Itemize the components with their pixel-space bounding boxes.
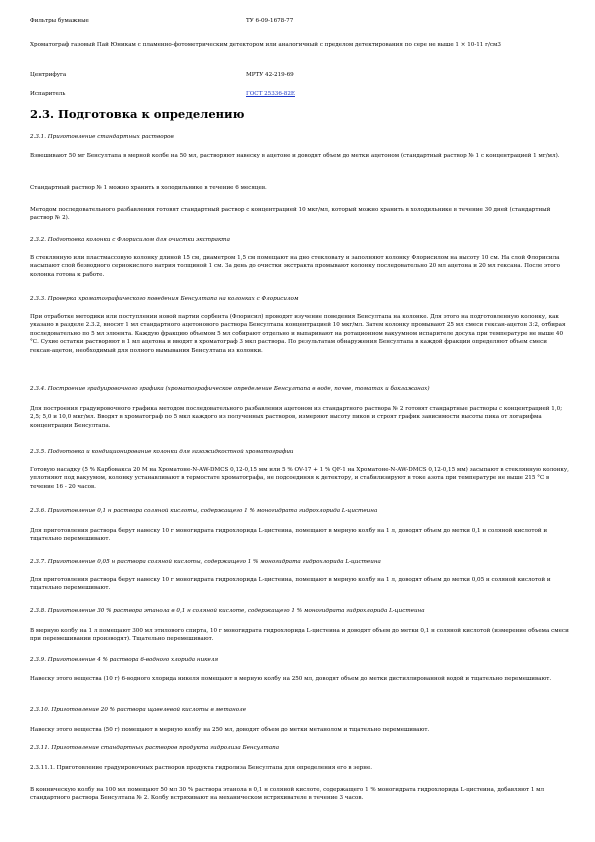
subsection-title: 2.3.10. Приготовление 20 % раствора щавелевой кислоты в метаноле	[30, 707, 247, 713]
paragraph: Навеску этого вещества (50 г) помещают в мерную колбу на 250 мл, доводят объем до метки метанолом и тщательно перемешивают.	[30, 727, 430, 733]
header-row-2-left: Центрифуга	[30, 72, 67, 78]
header-row-2-right: МРТУ 42-219-69	[246, 72, 294, 78]
paragraph: Взвешивают 50 мг Бенсултапа в мерной колбе на 50 мл, растворяют навеску в ацетоне и доводят объем до метки ацетоном (стандартный раствор № 1 с концентрацией 1 мг/мл).	[30, 153, 560, 159]
subsection-title: 2.3.4. Построение градуировочного графика (хроматографическое определение Бенсултапа в воде, почве, томатах и баклажанах)	[30, 386, 430, 392]
paragraph: Для построения градуировочного графика методом последовательного разбавления ацетоном из стандартного раствора № 2 готовят стандартные растворы с концентрацией 1,0; 2,5; 5,0 и 10,0 мкг/мл. Вводят в хроматограф по 5 мкл каждого из полученных растворов, измеряют высоту пиков и строят график зависимости высоты пика от логарифма концентрации Бенсултапа.	[30, 406, 563, 429]
subsection-title: 2.3.3. Проверка хроматографического поведения Бенсултапа на колонках с Флорисилом	[30, 296, 299, 302]
header-row-1-left: Фильтры бумажные	[30, 18, 89, 24]
subsection-title: 2.3.8. Приготовление 30 % раствора этанола в 0,1 н соляной кислоте, содержащего 1 % моногидрата гидрохлорида L-цистеина	[30, 608, 425, 614]
paragraph: 2.3.11.1. Приготовление градуировочных растворов продукта гидролиза Бенсултапа для определения его в зерне.	[30, 765, 373, 771]
subsection-title: 2.3.11. Приготовление стандартных растворов продукта гидролиза Бенсултапа	[30, 745, 280, 751]
subsection-title: 2.3.1. Приготовление стандартных растворов	[30, 134, 174, 140]
subsection-title: 2.3.7. Приготовление 0,05 н раствора соляной кислоты, содержащего 1 % моногидрата гидрохлорида L-цистеина	[30, 559, 381, 565]
subsection-title: 2.3.2. Подготовка колонки с Флорисилом для очистки экстракта	[30, 237, 230, 243]
paragraph: При отработке методики или поступлении новой партии сорбента (Флорисил) проводят изучение поведения Бенсултапа на колонке. Для этого на подготовленную колонку, как указано в разделе 2.3.2, вносят 1 мл стандартного ацетонового раствора Бенсултапа концентрацией 10 мкг/мл. Затем колонку промывают 25 мл смеси гексан-ацетон 3:2, отбирая последовательно по 5 мл элюента. Каждую фракцию объемом 5 мл собирают отдельно и выпаривают на ротационном вакуумном испарителе досуха при температуре не выше 40 °С. Сухие остатки растворяют в 1 мл ацетона и вводят в хроматограф 3 мкл раствора. По результатам обнаружения Бенсултапа в каждой фракции определяют объем смеси гексан-ацетон, необходимый для полного вымывания Бенсултапа из колонки.	[30, 314, 566, 354]
subsection-title: 2.3.6. Приготовление 0,1 н раствора соляной кислоты, содержащего 1 % моногидрата гидрохлорида L-цистеина	[30, 508, 378, 514]
header-row-3-left: Испаритель	[30, 91, 66, 97]
paragraph: Готовую насадку (5 % Карбовакса 20 М на Хроматоне-N-AW-DMCS 0,12-0,15 мм или 5 % OV-17 + 1 % QF-1 на Хроматоне-N-AW-DMCS 0,12-0,15 мм) засыпают в стеклянную колонку, уплотняют под вакуумом, колонку устанавливают в термостате хроматографа, не подсоединяя к детектору, и стабилизируют в токе азота при температуре не выше 215 °С в течение 16 - 20 часов.	[30, 467, 569, 490]
paragraph: В стеклянную или пластмассовую колонку длиной 15 см, диаметром 1,5 см помещают на дно стекловату и заполняют колонку Флорисилом на высоту 10 см. На слой Флорисила насыпают слой безводного сернокислого натрия толщиной 1 см. За день до очистки экстракта промывают колонку последовательно 20 мл ацетона и 20 мл гексана. После этого колонка готова к работе.	[30, 255, 561, 278]
paragraph: В конническую колбу на 100 мл помещают 50 мл 30 % раствора этанола в 0,1 н соляной кислоте, содержащего 1 % моногидрата гидрохлорида L-цистеина, добавляют 1 мл стандартного раствора Бенсултапа № 2. Колбу встряхивают на механическом встряхивателе в течение 3 часов.	[30, 787, 545, 802]
paragraph: Для приготовления раствора берут навеску 10 г моногидрата гидрохлорида L-цистеина, помещают в мерную колбу на 1 л, доводят объем до метки 0,1 н соляной кислотой и тщательно перемешивают.	[30, 528, 548, 543]
subsection-title: 2.3.5. Подготовка и кондиционирование колонки для газожидкостной хроматографии	[30, 449, 294, 455]
paragraph: В мерную колбу на 1 л помещают 300 мл этилового спирта, 10 г моногидрата гидрохлорида L-цистеина и доводят объем до метки 0,1 н соляной кислотой (измерение объема смеси при перемешивании производят). Тщательно перемешивают.	[30, 628, 569, 643]
paragraph: Методом последовательного разбавления готовят стандартный раствор с концентрацией 10 мкг/мл, который можно хранить в холодильнике в течение 30 дней (стандартный раствор № 2).	[30, 207, 551, 222]
gost-link[interactable]: ГОСТ 25336-82Е	[246, 91, 295, 97]
section-title: 2.3. Подготовка к определению	[30, 107, 245, 121]
paragraph: Для приготовления раствора берут навеску 10 г моногидрата гидрохлорида L-цистеина, помещают в мерную колбу на 1 л, доводят объем до метки 0,05 н соляной кислотой и тщательно перемешивают.	[30, 577, 551, 592]
subsection-title: 2.3.9. Приготовление 4 % раствора 6-водного хлорида никеля	[30, 657, 219, 663]
header-row-1-right: ТУ 6-09-1678-77	[246, 18, 294, 24]
chromatograph-text: Хроматограф газовый Пай Юникам с пламенно-фотометрическим детектором или аналогичный с пределом детектирования по сере не выше 1 × 10-11 г/см3	[30, 42, 501, 48]
paragraph: Стандартный раствор № 1 можно хранить в холодильнике в течение 6 месяцев.	[30, 185, 267, 191]
paragraph: Навеску этого вещества (10 г) 6-водного хлорида никеля помещают в мерную колбу на 250 мл, доводят объем до метки дистиллированной водой и тщательно перемешивают.	[30, 676, 552, 682]
